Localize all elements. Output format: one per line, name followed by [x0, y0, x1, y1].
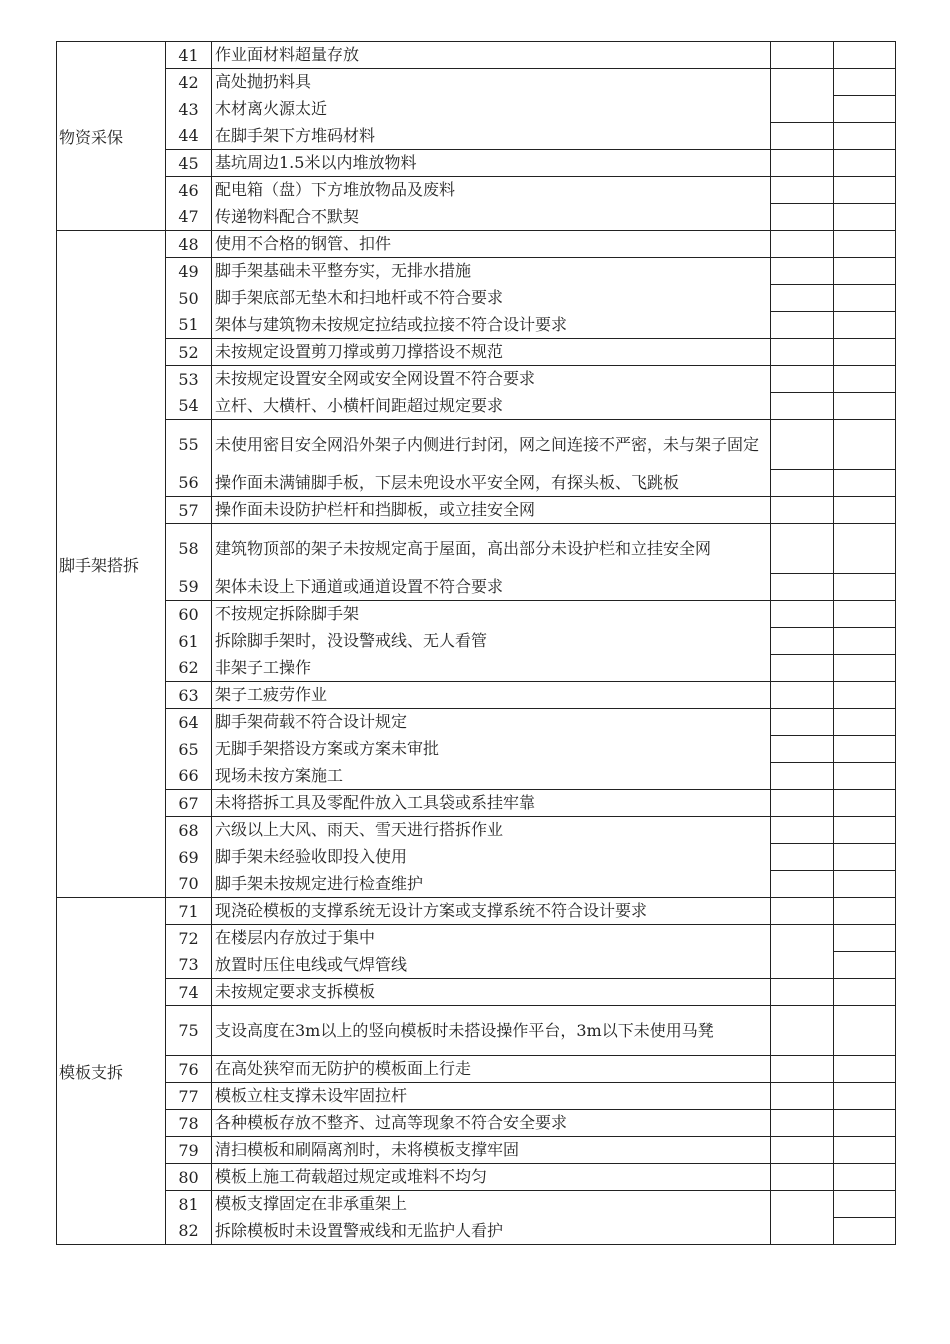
row-number: 67 [166, 790, 212, 817]
check-cell-a[interactable] [771, 817, 834, 844]
row-number: 46 [166, 177, 212, 204]
row-description: 脚手架未经验收即投入使用 [212, 844, 771, 871]
row-description: 操作面未设防护栏杆和挡脚板，或立挂安全网 [212, 497, 771, 524]
row-description: 六级以上大风、雨天、雪天进行搭拆作业 [212, 817, 771, 844]
row-number: 75 [166, 1006, 212, 1056]
check-cell-a[interactable] [771, 682, 834, 709]
check-cell-b[interactable] [834, 682, 896, 709]
row-description: 脚手架基础未平整夯实，无排水措施 [212, 258, 771, 285]
check-cell-b[interactable] [834, 979, 896, 1006]
check-cell-b[interactable] [834, 601, 896, 628]
row-number: 74 [166, 979, 212, 1006]
check-cell-b[interactable] [834, 628, 896, 655]
check-cell-b[interactable] [834, 1083, 896, 1110]
check-cell-b[interactable] [834, 1110, 896, 1137]
check-cell-a[interactable] [771, 601, 834, 628]
row-description: 在高处狭窄而无防护的模板面上行走 [212, 1056, 771, 1083]
row-description: 非架子工操作 [212, 655, 771, 682]
check-cell-a[interactable] [771, 1006, 834, 1056]
row-number: 68 [166, 817, 212, 844]
row-description: 配电箱（盘）下方堆放物品及废料 [212, 177, 771, 204]
row-number: 79 [166, 1137, 212, 1164]
row-number: 72 [166, 925, 212, 952]
check-cell-b[interactable] [834, 925, 896, 952]
check-cell-b[interactable] [834, 763, 896, 790]
row-number: 41 [166, 42, 212, 69]
category-materials: 物资采保 [57, 42, 166, 231]
row-description: 作业面材料超量存放 [212, 42, 771, 69]
check-cell-b[interactable] [834, 339, 896, 366]
row-number: 80 [166, 1164, 212, 1191]
check-cell-b[interactable] [834, 204, 896, 231]
row-description: 现浇砼模板的支撑系统无设计方案或支撑系统不符合设计要求 [212, 898, 771, 925]
check-cell-a[interactable] [771, 925, 834, 979]
check-cell-a[interactable] [771, 470, 834, 497]
row-description: 放置时压住电线或气焊管线 [212, 952, 771, 979]
row-description: 模板支撑固定在非承重架上 [212, 1191, 771, 1218]
check-cell-a[interactable] [771, 574, 834, 601]
row-description: 架体未设上下通道或通道设置不符合要求 [212, 574, 771, 601]
row-description: 高处抛扔料具 [212, 69, 771, 96]
check-cell-b[interactable] [834, 420, 896, 470]
row-number: 54 [166, 393, 212, 420]
check-cell-a[interactable] [771, 655, 834, 682]
check-cell-b[interactable] [834, 69, 896, 96]
row-number: 64 [166, 709, 212, 736]
row-description: 脚手架底部无垫木和扫地杆或不符合要求 [212, 285, 771, 312]
check-cell-a[interactable] [771, 979, 834, 1006]
row-number: 52 [166, 339, 212, 366]
check-cell-a[interactable] [771, 231, 834, 258]
check-cell-a[interactable] [771, 1137, 834, 1164]
row-description: 使用不合格的钢管、扣件 [212, 231, 771, 258]
check-cell-b[interactable] [834, 96, 896, 123]
row-number: 55 [166, 420, 212, 470]
row-description: 现场未按方案施工 [212, 763, 771, 790]
row-description: 支设高度在3m以上的竖向模板时未搭设操作平台，3m以下未使用马凳 [212, 1006, 771, 1056]
check-cell-a[interactable] [771, 1083, 834, 1110]
check-cell-b[interactable] [834, 844, 896, 871]
row-description: 模板上施工荷载超过规定或堆料不均匀 [212, 1164, 771, 1191]
row-description: 脚手架荷载不符合设计规定 [212, 709, 771, 736]
row-number: 65 [166, 736, 212, 763]
check-cell-b[interactable] [834, 393, 896, 420]
row-description: 在脚手架下方堆码材料 [212, 123, 771, 150]
check-cell-b[interactable] [834, 709, 896, 736]
check-cell-b[interactable] [834, 1164, 896, 1191]
row-number: 57 [166, 497, 212, 524]
row-number: 73 [166, 952, 212, 979]
row-description: 传递物料配合不默契 [212, 204, 771, 231]
row-number: 61 [166, 628, 212, 655]
row-description: 各种模板存放不整齐、过高等现象不符合安全要求 [212, 1110, 771, 1137]
row-number: 56 [166, 470, 212, 497]
check-cell-b[interactable] [834, 123, 896, 150]
check-cell-a[interactable] [771, 736, 834, 763]
check-cell-b[interactable] [834, 574, 896, 601]
row-number: 78 [166, 1110, 212, 1137]
row-description: 基坑周边1.5米以内堆放物料 [212, 150, 771, 177]
check-cell-a[interactable] [771, 204, 834, 231]
row-number: 43 [166, 96, 212, 123]
check-cell-b[interactable] [834, 366, 896, 393]
row-description: 未使用密目安全网沿外架子内侧进行封闭，网之间连接不严密，未与架子固定 [212, 420, 771, 470]
check-cell-a[interactable] [771, 763, 834, 790]
check-cell-b[interactable] [834, 524, 896, 574]
check-cell-a[interactable] [771, 1056, 834, 1083]
check-cell-a[interactable] [771, 844, 834, 871]
row-number: 69 [166, 844, 212, 871]
check-cell-a[interactable] [771, 123, 834, 150]
check-cell-a[interactable] [771, 42, 834, 69]
check-cell-b[interactable] [834, 871, 896, 898]
row-number: 59 [166, 574, 212, 601]
check-cell-a[interactable] [771, 285, 834, 312]
check-cell-b[interactable] [834, 655, 896, 682]
check-cell-b[interactable] [834, 736, 896, 763]
row-description: 模板立柱支撑未设牢固拉杆 [212, 1083, 771, 1110]
row-number: 45 [166, 150, 212, 177]
row-description: 立杆、大横杆、小横杆间距超过规定要求 [212, 393, 771, 420]
row-number: 82 [166, 1218, 212, 1245]
check-cell-b[interactable] [834, 231, 896, 258]
check-cell-a[interactable] [771, 1110, 834, 1137]
check-cell-b[interactable] [834, 258, 896, 285]
check-cell-b[interactable] [834, 1218, 896, 1245]
row-description: 未按规定设置剪刀撑或剪刀撑搭设不规范 [212, 339, 771, 366]
check-cell-a[interactable] [771, 524, 834, 574]
check-cell-b[interactable] [834, 470, 896, 497]
row-number: 58 [166, 524, 212, 574]
hazard-checklist-table [56, 41, 896, 1245]
row-number: 71 [166, 898, 212, 925]
check-cell-a[interactable] [771, 790, 834, 817]
row-number: 66 [166, 763, 212, 790]
check-cell-a[interactable] [771, 1164, 834, 1191]
row-description: 拆除模板时未设置警戒线和无监护人看护 [212, 1218, 771, 1245]
check-cell-b[interactable] [834, 1056, 896, 1083]
check-cell-a[interactable] [771, 393, 834, 420]
check-cell-a[interactable] [771, 497, 834, 524]
category-scaffold: 脚手架搭拆 [57, 231, 166, 898]
row-number: 77 [166, 1083, 212, 1110]
check-cell-a[interactable] [771, 420, 834, 470]
category-formwork: 模板支拆 [57, 898, 166, 1245]
check-cell-b[interactable] [834, 312, 896, 339]
row-number: 42 [166, 69, 212, 96]
check-cell-a[interactable] [771, 312, 834, 339]
row-number: 48 [166, 231, 212, 258]
check-cell-a[interactable] [771, 339, 834, 366]
check-cell-b[interactable] [834, 42, 896, 69]
check-cell-b[interactable] [834, 952, 896, 979]
row-number: 63 [166, 682, 212, 709]
check-cell-a[interactable] [771, 258, 834, 285]
row-number: 53 [166, 366, 212, 393]
check-cell-b[interactable] [834, 285, 896, 312]
check-cell-a[interactable] [771, 366, 834, 393]
row-description: 不按规定拆除脚手架 [212, 601, 771, 628]
check-cell-b[interactable] [834, 497, 896, 524]
row-description: 架子工疲劳作业 [212, 682, 771, 709]
check-cell-b[interactable] [834, 790, 896, 817]
row-number: 50 [166, 285, 212, 312]
check-cell-b[interactable] [834, 898, 896, 925]
row-description: 架体与建筑物未按规定拉结或拉接不符合设计要求 [212, 312, 771, 339]
row-number: 49 [166, 258, 212, 285]
row-description: 在楼层内存放过于集中 [212, 925, 771, 952]
check-cell-a[interactable] [771, 709, 834, 736]
row-description: 操作面未满铺脚手板，下层未兜设水平安全网，有探头板、飞跳板 [212, 470, 771, 497]
row-description: 木材离火源太近 [212, 96, 771, 123]
check-cell-b[interactable] [834, 817, 896, 844]
row-description: 建筑物顶部的架子未按规定高于屋面，高出部分未设护栏和立挂安全网 [212, 524, 771, 574]
check-cell-b[interactable] [834, 177, 896, 204]
row-description: 脚手架未按规定进行检查维护 [212, 871, 771, 898]
row-description: 拆除脚手架时，没设警戒线、无人看管 [212, 628, 771, 655]
row-number: 62 [166, 655, 212, 682]
row-description: 未按规定要求支拆模板 [212, 979, 771, 1006]
check-cell-b[interactable] [834, 1191, 896, 1218]
row-number: 44 [166, 123, 212, 150]
check-cell-a[interactable] [771, 177, 834, 204]
check-cell-b[interactable] [834, 1006, 896, 1056]
check-cell-a[interactable] [771, 628, 834, 655]
row-description: 未将搭拆工具及零配件放入工具袋或系挂牢靠 [212, 790, 771, 817]
check-cell-a[interactable] [771, 150, 834, 177]
row-number: 76 [166, 1056, 212, 1083]
check-cell-b[interactable] [834, 1137, 896, 1164]
row-description: 无脚手架搭设方案或方案未审批 [212, 736, 771, 763]
row-number: 70 [166, 871, 212, 898]
row-description: 未按规定设置安全网或安全网设置不符合要求 [212, 366, 771, 393]
row-description: 清扫模板和刷隔离剂时，未将模板支撑牢固 [212, 1137, 771, 1164]
check-cell-a[interactable] [771, 1191, 834, 1245]
row-number: 51 [166, 312, 212, 339]
check-cell-b[interactable] [834, 150, 896, 177]
row-number: 47 [166, 204, 212, 231]
check-cell-a[interactable] [771, 69, 834, 123]
check-cell-a[interactable] [771, 898, 834, 925]
check-cell-a[interactable] [771, 871, 834, 898]
row-number: 60 [166, 601, 212, 628]
row-number: 81 [166, 1191, 212, 1218]
